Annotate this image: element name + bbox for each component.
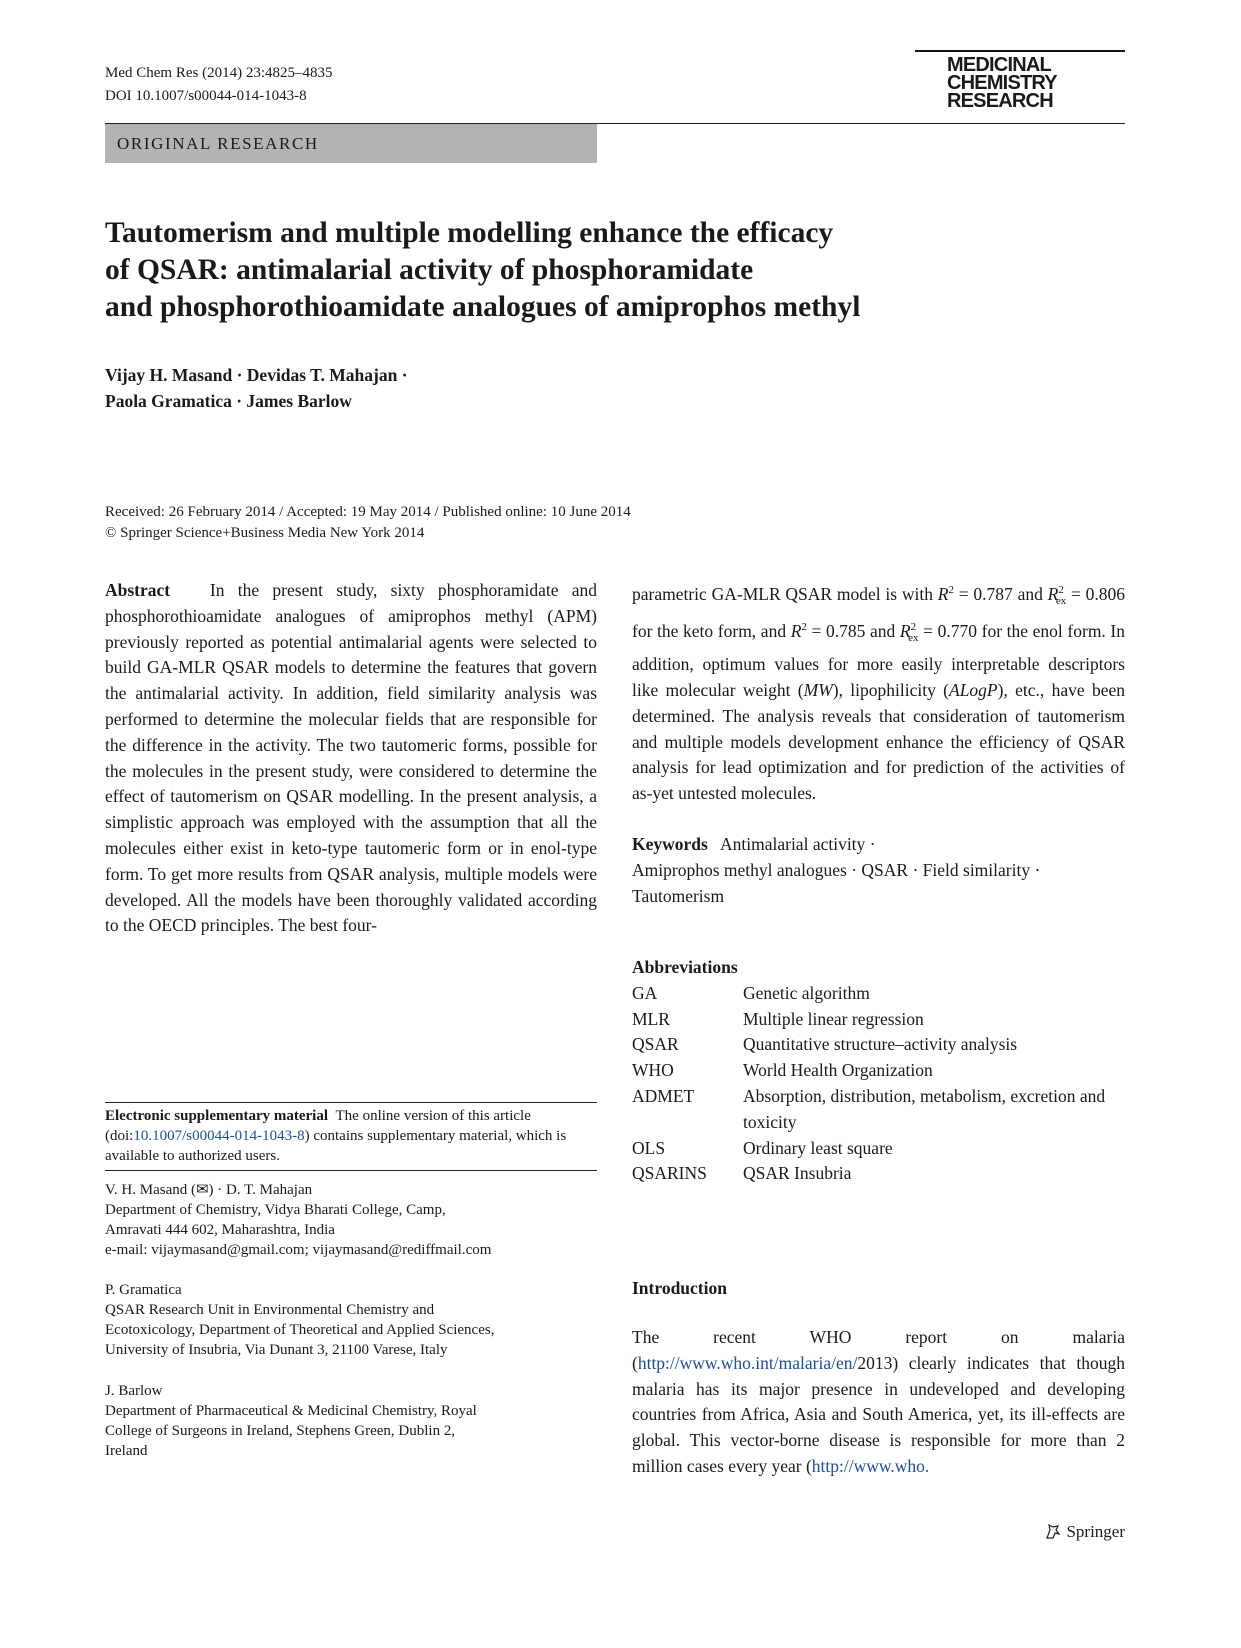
doi-line: DOI 10.1007/s00044-014-1043-8 <box>105 88 307 104</box>
journal-citation: Med Chem Res (2014) 23:4825–4835 <box>105 65 333 81</box>
abbr-row: QSARINS QSAR Insubria <box>632 1163 852 1184</box>
affiliation-block: P. Gramatica QSAR Research Unit in Environmental Chemistry and Ecotoxicology, Department of Theoretical and Applied Sciences, University of Insubria, Via Dunant 3, 21100 Varese, Italy <box>105 1282 495 1358</box>
title-line: Tautomerism and multiple modelling enhance the efficacy <box>105 217 834 249</box>
keywords-line: Antimalarial activity · <box>720 834 876 855</box>
authors-line: Paola Gramatica · James Barlow <box>105 391 352 411</box>
history-line: Received: 26 February 2014 / Accepted: 19 May 2014 / Published online: 10 June 2014 <box>105 504 631 520</box>
abbr-row: GA Genetic algorithm <box>632 982 870 1003</box>
abstract-text: In the present study, sixty phosphoramidate and phosphorothioamidate analogues of amiprophos methyl (APM) previously reported as potential antimalarial agents were selected to build GA-MLR QSAR models to determine the features that govern the antimalarial activity. In addition, field similarity analysis was performed to determine the molecular fields that are responsible for the difference in the activity. The two tautomeric forms, possible for the molecules in the present study, were considered to determine the effect of tautomerism on QSAR modelling. In the present analysis, a simplistic approach was employed with the assumption that all the molecules either exist in keto-type tautomeric form or in enol-type form. To get more results from QSAR analysis, multiple models were developed. All the models have been thoroughly validated according to the OECD principles. The best four- <box>105 580 597 936</box>
journal-header <box>105 62 332 108</box>
who-link[interactable]: http://www.who.int/malaria/en/ <box>637 1352 858 1373</box>
abstract-left <box>105 578 597 939</box>
article-title <box>105 215 1125 326</box>
keywords-label: Keywords <box>632 834 708 855</box>
keywords-block <box>632 832 1125 909</box>
keywords-line: Tautomerism <box>632 885 725 906</box>
title-line: of QSAR: antimalarial activity of phosphoramidate <box>105 254 754 286</box>
abstract-label: Abstract <box>105 580 171 600</box>
title-line: and phosphorothioamidate analogues of amiprophos methyl <box>105 291 861 323</box>
article-dates <box>105 502 631 544</box>
authors-line: Vijay H. Masand · Devidas T. Mahajan · <box>105 365 408 385</box>
esm-doi-link[interactable]: 10.1007/s00044-014-1043-8 <box>133 1128 305 1144</box>
abbr-row: WHO World Health Organization <box>632 1060 933 1081</box>
abbr-row: OLS Ordinary least square <box>632 1137 893 1158</box>
abstract-right: parametric GA-MLR QSAR model is with $R^2 = 0.787$ and $R^2_{ex} = 0.806$ for the keto form, and $R^2 = 0.785$ and $R^2_{ex} = 0.770$ for the enol form. In addition, optimum values for more easily interpretable descriptors like molecular weight (MW), lipophilicity (ALogP), etc., have been determined. The analysis reveals that consideration of tautomerism and multiple models development enhance the efficiency of QSAR analysis for lead optimization and for prediction of the activities of as-yet untested molecules. Keywords Antimalarial activity · Amiprophos methyl analogues · QSAR · Field similarity · Tautomerism <box>632 578 1125 909</box>
publisher-mark <box>1044 1522 1125 1542</box>
logo-line: RESEARCH <box>947 90 1053 112</box>
logo-line: CHEMISTRY <box>947 72 1057 94</box>
author-list <box>105 362 408 414</box>
abbr-row: QSAR Quantitative structure–activity analysis <box>632 1034 1018 1055</box>
publisher-name: Springer <box>1066 1522 1125 1541</box>
esm-note: Electronic supplementary material The online version of this article (doi:10.1007/s00044-014-1043-8) contains supplementary material, which is available to authorized users. <box>105 1108 567 1164</box>
abbr-row: MLR Multiple linear regression <box>632 1008 924 1029</box>
abbreviations-block <box>632 955 1125 1187</box>
keywords-line: Amiprophos methyl analogues · QSAR · Field similarity · <box>632 859 1041 880</box>
abbreviations-label: Abbreviations <box>632 957 738 977</box>
footnote-rule <box>105 1102 597 1103</box>
springer-horse-icon <box>1044 1522 1062 1540</box>
introduction-text: The recent WHO report on malaria (http://www.who.int/malaria/en/2013) clearly indicates that though malaria has its major presence in undeveloped and developing countries from Africa, Asia and South America, yet, its ill-effects are global. This vector-borne disease is responsible for more than 2 million cases every year (http://www.who. <box>632 1327 1125 1476</box>
affiliation-block: J. Barlow Department of Pharmaceutical & Medicinal Chemistry, Royal College of Surgeons in Ireland, Stephens Green, Dublin 2, Ireland <box>105 1383 477 1459</box>
abbreviations-table <box>632 981 1125 1187</box>
affiliation-block: V. H. Masand (✉) · D. T. Mahajan Department of Chemistry, Vidya Bharati College, Camp, Amravati 444 602, Maharashtra, India e-mail: vijaymasand@gmail.com; vijaymasand@rediffmail.com <box>105 1182 492 1258</box>
logo-line: MEDICINAL <box>947 54 1051 76</box>
footnote-rule <box>105 1170 597 1171</box>
copyright-line: © Springer Science+Business Media New York 2014 <box>105 525 425 541</box>
abbr-row: ADMET Absorption, distribution, metabolism, excretion and toxicity <box>632 1085 1106 1132</box>
introduction-heading: Introduction <box>632 1278 727 1298</box>
journal-logo <box>915 50 1125 110</box>
who-link[interactable]: http://www.who. <box>811 1455 930 1476</box>
section-banner: ORIGINAL RESEARCH <box>105 124 597 163</box>
